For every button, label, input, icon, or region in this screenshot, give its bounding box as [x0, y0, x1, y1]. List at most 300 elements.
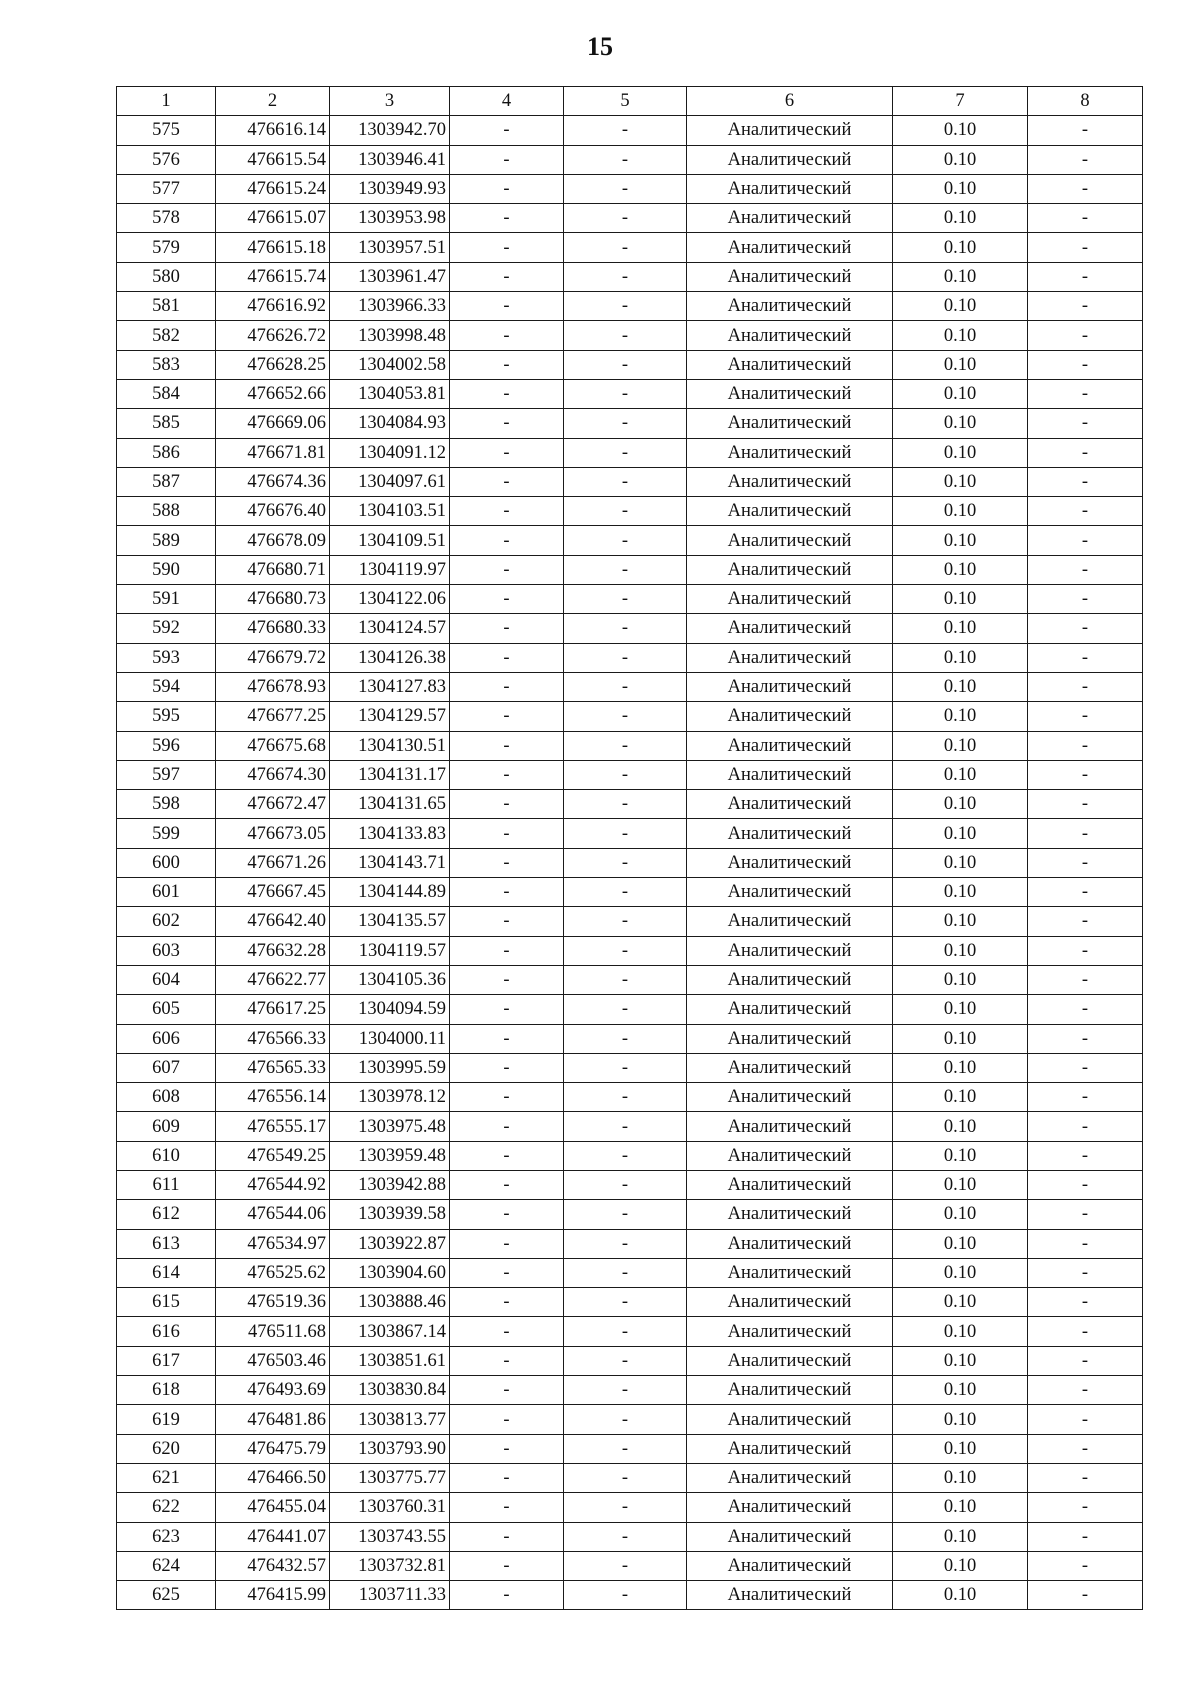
table-row: [117, 438, 1143, 467]
method-cell: Аналитический: [687, 379, 893, 408]
method-cell: Аналитический: [687, 204, 893, 233]
x-coordinate-cell: 476549.25: [216, 1141, 330, 1170]
x-coordinate-cell: 476632.28: [216, 936, 330, 965]
method-cell: Аналитический: [687, 1434, 893, 1463]
point-number-cell: 592: [117, 614, 216, 643]
col5-cell: -: [564, 204, 687, 233]
table-row: [117, 1083, 1143, 1112]
col5-cell: -: [564, 467, 687, 496]
col8-cell: -: [1028, 321, 1143, 350]
page-number: 15: [587, 32, 613, 61]
col4-cell: -: [450, 1024, 564, 1053]
method-cell: Аналитический: [687, 497, 893, 526]
x-coordinate-cell: 476672.47: [216, 790, 330, 819]
col4-cell: -: [450, 585, 564, 614]
col5-cell: -: [564, 1141, 687, 1170]
point-number-cell: 579: [117, 233, 216, 262]
column-header: 2: [216, 87, 330, 116]
x-coordinate-cell: 476503.46: [216, 1346, 330, 1375]
col5-cell: -: [564, 936, 687, 965]
y-coordinate-cell: 1303957.51: [330, 233, 450, 262]
x-coordinate-cell: 476544.92: [216, 1170, 330, 1199]
method-cell: Аналитический: [687, 965, 893, 994]
method-cell: Аналитический: [687, 233, 893, 262]
accuracy-cell: 0.10: [893, 204, 1028, 233]
col4-cell: -: [450, 1258, 564, 1287]
x-coordinate-cell: 476680.33: [216, 614, 330, 643]
x-coordinate-cell: 476675.68: [216, 731, 330, 760]
point-number-cell: 588: [117, 497, 216, 526]
col8-cell: -: [1028, 672, 1143, 701]
col5-cell: -: [564, 1522, 687, 1551]
y-coordinate-cell: 1303966.33: [330, 292, 450, 321]
point-number-cell: 617: [117, 1346, 216, 1375]
method-cell: Аналитический: [687, 116, 893, 145]
y-coordinate-cell: 1303998.48: [330, 321, 450, 350]
point-number-cell: 624: [117, 1551, 216, 1580]
table-row: [117, 1493, 1143, 1522]
col4-cell: -: [450, 878, 564, 907]
point-number-cell: 580: [117, 262, 216, 291]
method-cell: Аналитический: [687, 174, 893, 203]
x-coordinate-cell: 476615.74: [216, 262, 330, 291]
col4-cell: -: [450, 936, 564, 965]
method-cell: Аналитический: [687, 1141, 893, 1170]
column-header: 8: [1028, 87, 1143, 116]
y-coordinate-cell: 1303975.48: [330, 1112, 450, 1141]
col8-cell: -: [1028, 585, 1143, 614]
col5-cell: -: [564, 1112, 687, 1141]
col5-cell: -: [564, 760, 687, 789]
col5-cell: -: [564, 848, 687, 877]
method-cell: Аналитический: [687, 1053, 893, 1082]
col4-cell: -: [450, 526, 564, 555]
x-coordinate-cell: 476615.54: [216, 145, 330, 174]
table-row: [117, 1405, 1143, 1434]
col8-cell: -: [1028, 467, 1143, 496]
table-row: [117, 292, 1143, 321]
col8-cell: -: [1028, 292, 1143, 321]
table-row: [117, 1200, 1143, 1229]
col5-cell: -: [564, 555, 687, 584]
method-cell: Аналитический: [687, 1112, 893, 1141]
method-cell: Аналитический: [687, 1376, 893, 1405]
col4-cell: -: [450, 731, 564, 760]
col4-cell: -: [450, 555, 564, 584]
x-coordinate-cell: 476674.30: [216, 760, 330, 789]
point-number-cell: 619: [117, 1405, 216, 1434]
col4-cell: -: [450, 497, 564, 526]
table-row: [117, 409, 1143, 438]
y-coordinate-cell: 1303949.93: [330, 174, 450, 203]
table-row: [117, 702, 1143, 731]
table-row: [117, 1376, 1143, 1405]
x-coordinate-cell: 476616.14: [216, 116, 330, 145]
point-number-cell: 612: [117, 1200, 216, 1229]
accuracy-cell: 0.10: [893, 1229, 1028, 1258]
accuracy-cell: 0.10: [893, 1581, 1028, 1610]
col4-cell: -: [450, 760, 564, 789]
col4-cell: -: [450, 995, 564, 1024]
point-number-cell: 614: [117, 1258, 216, 1287]
y-coordinate-cell: 1304135.57: [330, 907, 450, 936]
col8-cell: -: [1028, 1200, 1143, 1229]
col5-cell: -: [564, 819, 687, 848]
col8-cell: -: [1028, 1346, 1143, 1375]
y-coordinate-cell: 1304105.36: [330, 965, 450, 994]
accuracy-cell: 0.10: [893, 438, 1028, 467]
method-cell: Аналитический: [687, 585, 893, 614]
table-row: [117, 878, 1143, 907]
col4-cell: -: [450, 1581, 564, 1610]
col5-cell: -: [564, 1024, 687, 1053]
accuracy-cell: 0.10: [893, 1493, 1028, 1522]
col8-cell: -: [1028, 1434, 1143, 1463]
point-number-cell: 590: [117, 555, 216, 584]
x-coordinate-cell: 476680.73: [216, 585, 330, 614]
col8-cell: -: [1028, 1376, 1143, 1405]
col4-cell: -: [450, 1463, 564, 1492]
col4-cell: -: [450, 1288, 564, 1317]
column-header: 1: [117, 87, 216, 116]
table-row: [117, 1317, 1143, 1346]
coordinates-table: [116, 86, 1143, 1610]
x-coordinate-cell: 476441.07: [216, 1522, 330, 1551]
y-coordinate-cell: 1303942.88: [330, 1170, 450, 1199]
x-coordinate-cell: 476615.24: [216, 174, 330, 203]
point-number-cell: 607: [117, 1053, 216, 1082]
y-coordinate-cell: 1303830.84: [330, 1376, 450, 1405]
method-cell: Аналитический: [687, 936, 893, 965]
col4-cell: -: [450, 233, 564, 262]
accuracy-cell: 0.10: [893, 907, 1028, 936]
accuracy-cell: 0.10: [893, 350, 1028, 379]
y-coordinate-cell: 1303793.90: [330, 1434, 450, 1463]
point-number-cell: 602: [117, 907, 216, 936]
accuracy-cell: 0.10: [893, 790, 1028, 819]
point-number-cell: 576: [117, 145, 216, 174]
x-coordinate-cell: 476617.25: [216, 995, 330, 1024]
method-cell: Аналитический: [687, 995, 893, 1024]
accuracy-cell: 0.10: [893, 1551, 1028, 1580]
col4-cell: -: [450, 145, 564, 174]
col4-cell: -: [450, 1346, 564, 1375]
x-coordinate-cell: 476677.25: [216, 702, 330, 731]
y-coordinate-cell: 1304053.81: [330, 379, 450, 408]
y-coordinate-cell: 1303946.41: [330, 145, 450, 174]
method-cell: Аналитический: [687, 1346, 893, 1375]
accuracy-cell: 0.10: [893, 174, 1028, 203]
col5-cell: -: [564, 878, 687, 907]
point-number-cell: 583: [117, 350, 216, 379]
table-row: [117, 731, 1143, 760]
table-row: [117, 1288, 1143, 1317]
point-number-cell: 606: [117, 1024, 216, 1053]
table-row: [117, 1551, 1143, 1580]
table-row: [117, 936, 1143, 965]
accuracy-cell: 0.10: [893, 1434, 1028, 1463]
col8-cell: -: [1028, 438, 1143, 467]
x-coordinate-cell: 476615.18: [216, 233, 330, 262]
y-coordinate-cell: 1303953.98: [330, 204, 450, 233]
x-coordinate-cell: 476556.14: [216, 1083, 330, 1112]
col4-cell: -: [450, 672, 564, 701]
method-cell: Аналитический: [687, 292, 893, 321]
x-coordinate-cell: 476679.72: [216, 643, 330, 672]
col5-cell: -: [564, 995, 687, 1024]
table-row: [117, 1170, 1143, 1199]
col4-cell: -: [450, 1053, 564, 1082]
x-coordinate-cell: 476669.06: [216, 409, 330, 438]
x-coordinate-cell: 476616.92: [216, 292, 330, 321]
y-coordinate-cell: 1303775.77: [330, 1463, 450, 1492]
x-coordinate-cell: 476678.09: [216, 526, 330, 555]
method-cell: Аналитический: [687, 1288, 893, 1317]
col8-cell: -: [1028, 262, 1143, 291]
accuracy-cell: 0.10: [893, 1346, 1028, 1375]
col8-cell: -: [1028, 145, 1143, 174]
col8-cell: -: [1028, 1083, 1143, 1112]
table-header-row: [117, 87, 1143, 116]
col5-cell: -: [564, 585, 687, 614]
y-coordinate-cell: 1303851.61: [330, 1346, 450, 1375]
col8-cell: -: [1028, 1317, 1143, 1346]
method-cell: Аналитический: [687, 760, 893, 789]
col8-cell: -: [1028, 702, 1143, 731]
col8-cell: -: [1028, 1170, 1143, 1199]
point-number-cell: 593: [117, 643, 216, 672]
col8-cell: -: [1028, 1053, 1143, 1082]
accuracy-cell: 0.10: [893, 643, 1028, 672]
x-coordinate-cell: 476671.81: [216, 438, 330, 467]
col5-cell: -: [564, 497, 687, 526]
table-row: [117, 233, 1143, 262]
col5-cell: -: [564, 1463, 687, 1492]
method-cell: Аналитический: [687, 350, 893, 379]
method-cell: Аналитический: [687, 848, 893, 877]
col5-cell: -: [564, 1170, 687, 1199]
col8-cell: -: [1028, 965, 1143, 994]
x-coordinate-cell: 476673.05: [216, 819, 330, 848]
y-coordinate-cell: 1304133.83: [330, 819, 450, 848]
point-number-cell: 609: [117, 1112, 216, 1141]
point-number-cell: 597: [117, 760, 216, 789]
x-coordinate-cell: 476565.33: [216, 1053, 330, 1082]
col8-cell: -: [1028, 116, 1143, 145]
accuracy-cell: 0.10: [893, 145, 1028, 174]
col5-cell: -: [564, 145, 687, 174]
col8-cell: -: [1028, 204, 1143, 233]
point-number-cell: 625: [117, 1581, 216, 1610]
point-number-cell: 601: [117, 878, 216, 907]
x-coordinate-cell: 476566.33: [216, 1024, 330, 1053]
method-cell: Аналитический: [687, 145, 893, 174]
method-cell: Аналитический: [687, 467, 893, 496]
col8-cell: -: [1028, 233, 1143, 262]
col4-cell: -: [450, 350, 564, 379]
method-cell: Аналитический: [687, 555, 893, 584]
method-cell: Аналитический: [687, 438, 893, 467]
point-number-cell: 577: [117, 174, 216, 203]
col4-cell: -: [450, 965, 564, 994]
point-number-cell: 578: [117, 204, 216, 233]
accuracy-cell: 0.10: [893, 409, 1028, 438]
point-number-cell: 591: [117, 585, 216, 614]
col4-cell: -: [450, 292, 564, 321]
col5-cell: -: [564, 321, 687, 350]
col8-cell: -: [1028, 1229, 1143, 1258]
y-coordinate-cell: 1303867.14: [330, 1317, 450, 1346]
y-coordinate-cell: 1303978.12: [330, 1083, 450, 1112]
col4-cell: -: [450, 848, 564, 877]
method-cell: Аналитический: [687, 1317, 893, 1346]
x-coordinate-cell: 476680.71: [216, 555, 330, 584]
point-number-cell: 596: [117, 731, 216, 760]
col8-cell: -: [1028, 174, 1143, 203]
table-row: [117, 643, 1143, 672]
accuracy-cell: 0.10: [893, 555, 1028, 584]
column-header: 3: [330, 87, 450, 116]
y-coordinate-cell: 1304122.06: [330, 585, 450, 614]
column-header: 6: [687, 87, 893, 116]
col8-cell: -: [1028, 848, 1143, 877]
method-cell: Аналитический: [687, 1522, 893, 1551]
x-coordinate-cell: 476511.68: [216, 1317, 330, 1346]
col5-cell: -: [564, 790, 687, 819]
table-row: [117, 1522, 1143, 1551]
point-number-cell: 603: [117, 936, 216, 965]
col5-cell: -: [564, 1376, 687, 1405]
point-number-cell: 604: [117, 965, 216, 994]
col5-cell: -: [564, 116, 687, 145]
method-cell: Аналитический: [687, 1463, 893, 1492]
col8-cell: -: [1028, 1493, 1143, 1522]
point-number-cell: 581: [117, 292, 216, 321]
y-coordinate-cell: 1304119.57: [330, 936, 450, 965]
point-number-cell: 587: [117, 467, 216, 496]
accuracy-cell: 0.10: [893, 878, 1028, 907]
accuracy-cell: 0.10: [893, 1083, 1028, 1112]
accuracy-cell: 0.10: [893, 1463, 1028, 1492]
method-cell: Аналитический: [687, 1551, 893, 1580]
table-row: [117, 1434, 1143, 1463]
col5-cell: -: [564, 907, 687, 936]
table-row: [117, 790, 1143, 819]
method-cell: Аналитический: [687, 790, 893, 819]
column-header: 5: [564, 87, 687, 116]
col5-cell: -: [564, 702, 687, 731]
col5-cell: -: [564, 965, 687, 994]
col5-cell: -: [564, 1551, 687, 1580]
column-header: 4: [450, 87, 564, 116]
col4-cell: -: [450, 1112, 564, 1141]
accuracy-cell: 0.10: [893, 233, 1028, 262]
accuracy-cell: 0.10: [893, 614, 1028, 643]
col4-cell: -: [450, 819, 564, 848]
col8-cell: -: [1028, 350, 1143, 379]
table-row: [117, 907, 1143, 936]
x-coordinate-cell: 476615.07: [216, 204, 330, 233]
col8-cell: -: [1028, 878, 1143, 907]
col4-cell: -: [450, 438, 564, 467]
accuracy-cell: 0.10: [893, 526, 1028, 555]
col4-cell: -: [450, 409, 564, 438]
col8-cell: -: [1028, 936, 1143, 965]
accuracy-cell: 0.10: [893, 760, 1028, 789]
point-number-cell: 620: [117, 1434, 216, 1463]
table-row: [117, 350, 1143, 379]
table-row: [117, 1346, 1143, 1375]
col8-cell: -: [1028, 497, 1143, 526]
col8-cell: -: [1028, 1112, 1143, 1141]
point-number-cell: 594: [117, 672, 216, 701]
accuracy-cell: 0.10: [893, 672, 1028, 701]
col5-cell: -: [564, 438, 687, 467]
method-cell: Аналитический: [687, 614, 893, 643]
col8-cell: -: [1028, 1024, 1143, 1053]
accuracy-cell: 0.10: [893, 965, 1028, 994]
point-number-cell: 622: [117, 1493, 216, 1522]
accuracy-cell: 0.10: [893, 585, 1028, 614]
method-cell: Аналитический: [687, 262, 893, 291]
y-coordinate-cell: 1303813.77: [330, 1405, 450, 1434]
table-row: [117, 965, 1143, 994]
col4-cell: -: [450, 1434, 564, 1463]
method-cell: Аналитический: [687, 1200, 893, 1229]
y-coordinate-cell: 1304144.89: [330, 878, 450, 907]
accuracy-cell: 0.10: [893, 497, 1028, 526]
point-number-cell: 586: [117, 438, 216, 467]
accuracy-cell: 0.10: [893, 1522, 1028, 1551]
method-cell: Аналитический: [687, 643, 893, 672]
point-number-cell: 623: [117, 1522, 216, 1551]
table-row: [117, 614, 1143, 643]
table-row: [117, 497, 1143, 526]
col8-cell: -: [1028, 379, 1143, 408]
accuracy-cell: 0.10: [893, 262, 1028, 291]
col4-cell: -: [450, 467, 564, 496]
col8-cell: -: [1028, 1258, 1143, 1287]
table-row: [117, 116, 1143, 145]
x-coordinate-cell: 476555.17: [216, 1112, 330, 1141]
accuracy-cell: 0.10: [893, 1112, 1028, 1141]
x-coordinate-cell: 476525.62: [216, 1258, 330, 1287]
col5-cell: -: [564, 1083, 687, 1112]
x-coordinate-cell: 476678.93: [216, 672, 330, 701]
col4-cell: -: [450, 702, 564, 731]
accuracy-cell: 0.10: [893, 702, 1028, 731]
col8-cell: -: [1028, 731, 1143, 760]
point-number-cell: 615: [117, 1288, 216, 1317]
col5-cell: -: [564, 672, 687, 701]
x-coordinate-cell: 476642.40: [216, 907, 330, 936]
table-row: [117, 1141, 1143, 1170]
col5-cell: -: [564, 350, 687, 379]
point-number-cell: 584: [117, 379, 216, 408]
table-row: [117, 1258, 1143, 1287]
x-coordinate-cell: 476455.04: [216, 1493, 330, 1522]
col5-cell: -: [564, 292, 687, 321]
accuracy-cell: 0.10: [893, 1170, 1028, 1199]
col5-cell: -: [564, 731, 687, 760]
col5-cell: -: [564, 233, 687, 262]
col8-cell: -: [1028, 1141, 1143, 1170]
x-coordinate-cell: 476667.45: [216, 878, 330, 907]
x-coordinate-cell: 476519.36: [216, 1288, 330, 1317]
col4-cell: -: [450, 204, 564, 233]
table-row: [117, 760, 1143, 789]
y-coordinate-cell: 1304127.83: [330, 672, 450, 701]
